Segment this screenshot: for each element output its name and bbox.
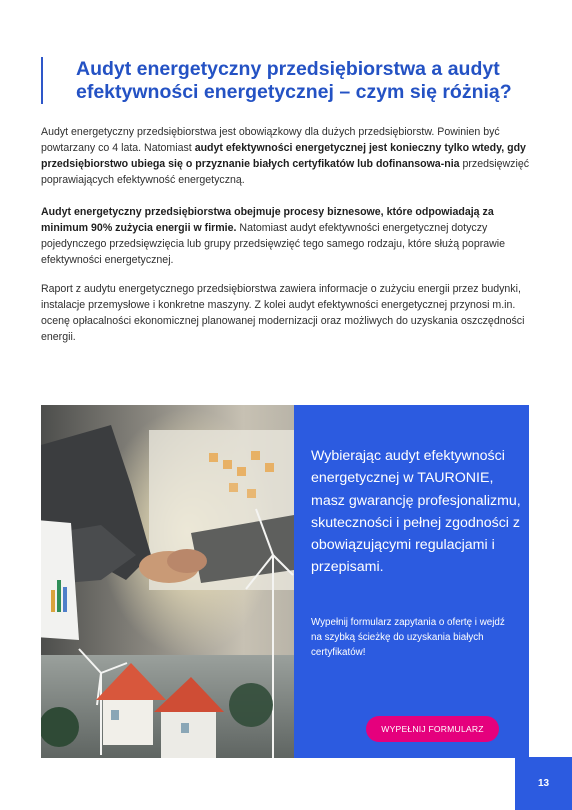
- paragraph-3: Raport z audytu energetycznego przedsiębiorstwa zawiera informacje o zużyciu energii przez budynki, instalacje przemysłowe i konkretne maszyny. Z kolei audyt efektywności energetycznej przynosi m.in. ocenę opłacalności ekonomicznej planowanej modernizacji oraz możliwych do uzyskania oszczędności energii.: [41, 283, 525, 343]
- paragraph-2-text: Natomiast audyt efektywności energetycznej dotyczy pojedynczego przedsięwzięcia lub grupy przedsięwzięć tego samego rodzaju, które służą poprawie efektywności energetycznej.: [41, 222, 506, 266]
- page-number: 13: [515, 757, 572, 810]
- handshake-photo: [41, 405, 294, 758]
- promo-lead-text: Wybierając audyt efektywności energetycznej w TAURONIE, masz gwarancję profesjonalizmu, skuteczności i pełnej zgodności z obowiązującymi regulacjami i przepisami.: [311, 448, 521, 576]
- fill-form-button[interactable]: WYPEŁNIJ FORMULARZ: [366, 716, 499, 742]
- paragraph-1-bold: audyt efektywności energetycznej jest konieczny tylko wtedy, gdy przedsiębiorstwo ubiega się o przyznanie białych certyfikatów lub dofinansowa-nia: [41, 142, 526, 170]
- title-accent-bar: [41, 57, 43, 104]
- paragraph-2: [41, 204, 541, 268]
- page-title: Audyt energetyczny przedsiębiorstwa a audyt efektywności energetycznej – czym się różnią?: [76, 58, 512, 103]
- paragraph-2-bold: Audyt energetyczny przedsiębiorstwa obejmuje procesy biznesowe, które odpowiadają za minimum 90% zużycia energii w firmie.: [41, 206, 494, 234]
- promo-sub-text: Wypełnij formularz zapytania o ofertę i wejdź na szybką ścieżkę do uzyskania białych certyfikatów!: [311, 617, 505, 658]
- promo-panel: [294, 405, 529, 758]
- paragraph-1-text-b: przedsięwzięć poprawiających efektywność energetyczną.: [41, 158, 530, 186]
- paragraph-1-text-a: Audyt energetyczny przedsiębiorstwa jest obowiązkowy dla dużych przedsiębiorstw. Powinien być powtarzany co 4 lata. Natomiast: [41, 126, 500, 154]
- paragraph-1: [41, 124, 541, 188]
